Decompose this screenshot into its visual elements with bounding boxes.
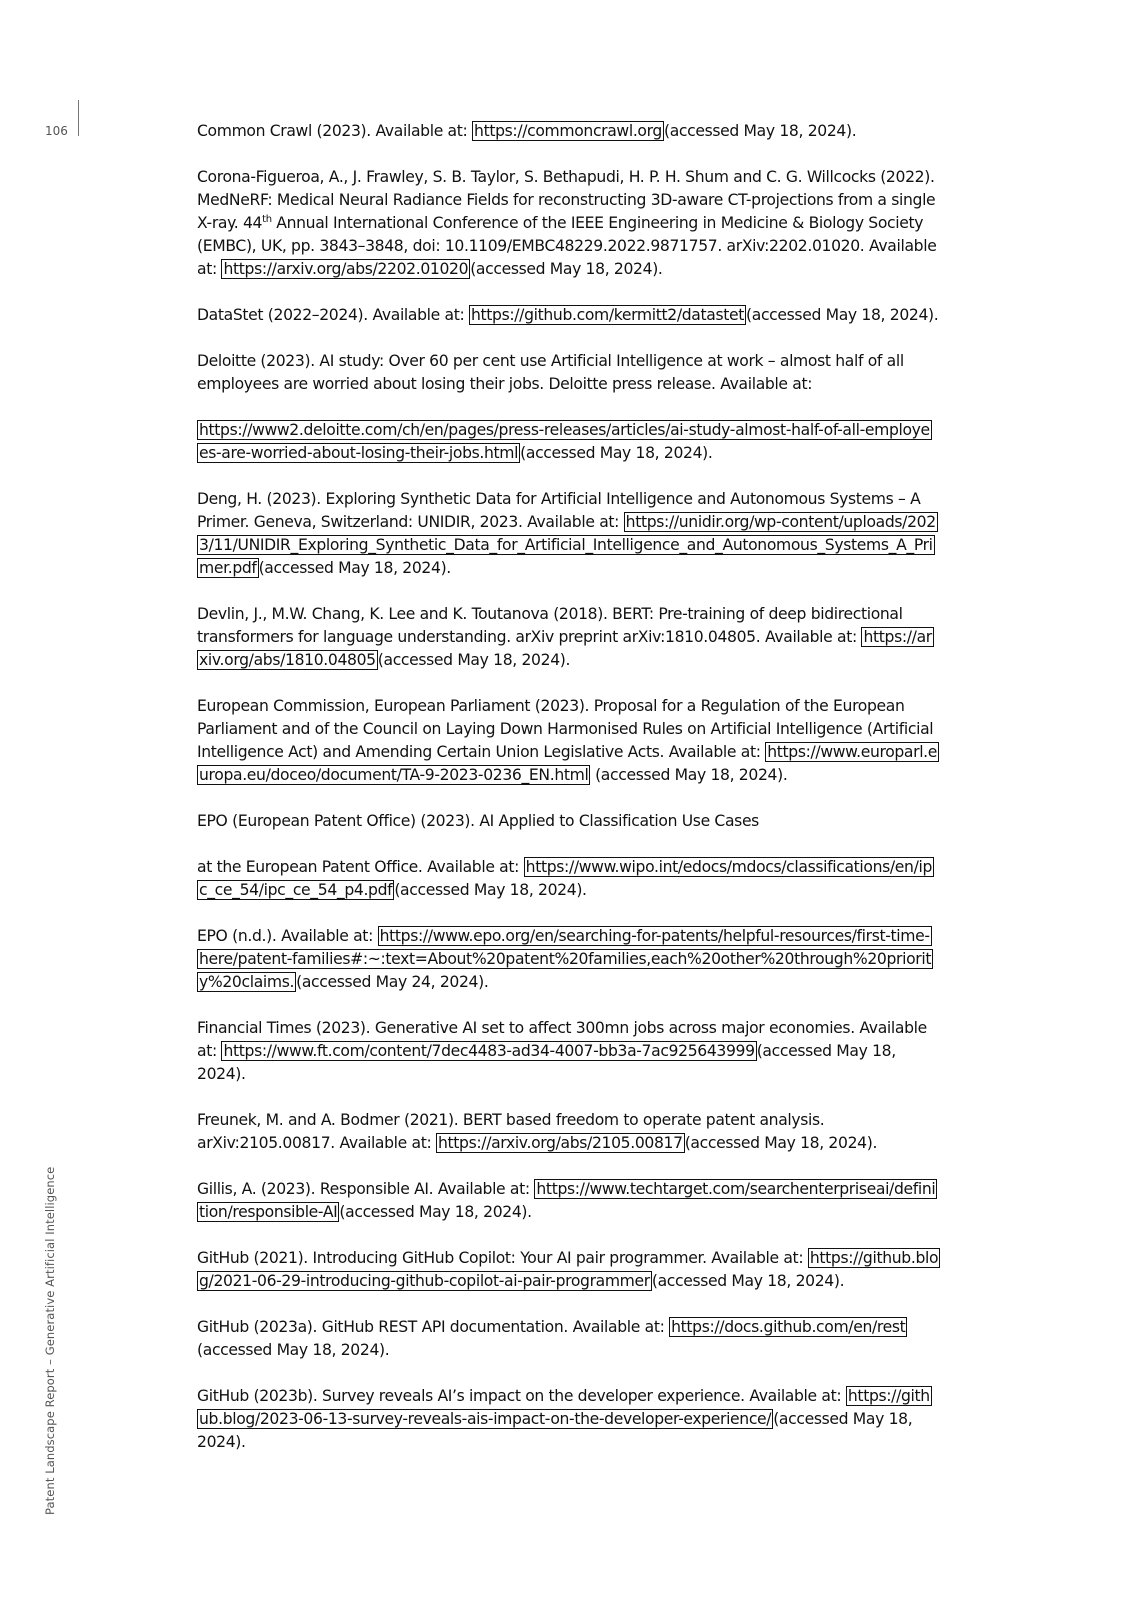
reference-entry — [197, 810, 939, 833]
reference-entry — [197, 925, 939, 994]
reference-accessed: (accessed May 18, 2024). — [377, 651, 571, 669]
reference-link[interactable]: https://www.techtarget.com/searchenterpriseai/definition/responsible-AI — [199, 1180, 936, 1221]
reference-accessed: (accessed May 18, 2024). — [590, 766, 788, 784]
reference-link[interactable]: https://docs.github.com/en/rest — [671, 1318, 906, 1336]
reference-accessed: (accessed May 18, 2024). — [470, 260, 663, 278]
reference-entry — [197, 488, 939, 580]
reference-accessed: (accessed May 18, 2024). — [258, 559, 451, 577]
reference-text: DataStet (2022–2024). Available at: — [197, 306, 469, 324]
reference-link[interactable]: https://github.com/kermitt2/datastet — [470, 306, 745, 324]
reference-list — [197, 120, 939, 1477]
reference-entry — [197, 603, 939, 672]
reference-link[interactable]: https://github.blog/2021-06-29-introducing-github-copilot-ai-pair-programmer — [199, 1249, 939, 1290]
reference-entry — [197, 1178, 939, 1224]
reference-accessed: (accessed May 18, 2024). — [339, 1203, 532, 1221]
reference-text: EPO (European Patent Office) (2023). AI Applied to Classification Use Cases — [197, 812, 759, 830]
running-footer-label: Patent Landscape Report – Generative Artificial Intelligence — [43, 1166, 57, 1515]
reference-link[interactable]: https://www.epo.org/en/searching-for-patents/helpful-resources/first-time-here/patent-families#:~:text=About%20patent%20families,each%20other%20through%20priority%20claims. — [199, 927, 932, 991]
reference-link[interactable]: https://arxiv.org/abs/2105.00817 — [438, 1134, 683, 1152]
reference-link[interactable]: https://github.blog/2023-06-13-survey-reveals-ais-impact-on-the-developer-experience/ — [199, 1387, 930, 1428]
reference-accessed: (accessed May 18, 2024). — [197, 1341, 390, 1359]
reference-text: EPO (n.d.). Available at: — [197, 927, 378, 945]
reference-link[interactable]: https://www2.deloitte.com/ch/en/pages/press-releases/articles/ai-study-almost-half-of-all-employees-are-worried-about-losing-their-jobs.html — [199, 421, 930, 462]
reference-entry — [197, 120, 939, 143]
reference-text: GitHub (2023a). GitHub REST API documentation. Available at: — [197, 1318, 670, 1336]
reference-link[interactable]: https://www.wipo.int/edocs/mdocs/classifications/en/ipc_ce_54/ipc_ce_54_p4.pdf — [199, 858, 933, 899]
page-number-divider — [78, 100, 79, 136]
reference-accessed: (accessed May 18, 2024). — [651, 1272, 845, 1290]
reference-text: Devlin, J., M.W. Chang, K. Lee and K. Toutanova (2018). BERT: Pre-training of deep bidirectional transformers for language understanding. arXiv preprint arXiv:1810.04805. Available at: — [197, 605, 903, 646]
reference-entry — [197, 695, 939, 787]
reference-accessed: (accessed May 18, 2024). — [394, 881, 587, 899]
reference-entry — [197, 1247, 939, 1293]
reference-text: Deng, H. (2023). Exploring Synthetic Data for Artificial Intelligence and Autonomous Systems – A Primer. Geneva, Switzerland: UNIDIR, 2023. Available at: — [197, 490, 921, 531]
reference-text: Freunek, M. and A. Bodmer (2021). BERT based freedom to operate patent analysis. arXiv:2105.00817. Available at: — [197, 1111, 825, 1152]
reference-accessed: (accessed May 18, 2024). — [520, 444, 713, 462]
reference-text: at the European Patent Office. Available at: — [197, 858, 524, 876]
reference-accessed: (accessed May 18, 2024). — [663, 122, 857, 140]
reference-text: Annual International Conference of the IEEE Engineering in Medicine & Biology Society (EMBC), UK, pp. 3843–3848, doi: 10.1109/EMBC48229.2022.9871757. arXiv:2202.01020. Available at: — [197, 214, 937, 278]
reference-entry — [197, 350, 939, 396]
reference-link[interactable]: https://www.ft.com/content/7dec4483-ad34-4007-bb3a-7ac925643999 — [223, 1042, 755, 1060]
reference-accessed: (accessed May 18, 2024). — [197, 1410, 913, 1451]
reference-entry — [197, 856, 939, 902]
reference-text: Common Crawl (2023). Available at: — [197, 122, 473, 140]
reference-accessed: (accessed May 18, 2024). — [746, 306, 939, 324]
page-number: 106 — [45, 124, 68, 138]
reference-link[interactable]: https://commoncrawl.org — [474, 122, 662, 140]
reference-accessed: (accessed May 24, 2024). — [296, 973, 489, 991]
reference-link[interactable]: https://unidir.org/wp-content/uploads/2023/11/UNIDIR_Exploring_Synthetic_Data_for_Artificial_Intelligence_and_Autonomous_Systems_A_Primer.pdf — [199, 513, 936, 577]
reference-text: Gillis, A. (2023). Responsible AI. Available at: — [197, 1180, 535, 1198]
reference-link[interactable]: https://www.europarl.europa.eu/doceo/document/TA-9-2023-0236_EN.html — [199, 743, 938, 784]
reference-entry — [197, 1017, 939, 1086]
reference-text: Deloitte (2023). AI study: Over 60 per cent use Artificial Intelligence at work – almost half of all employees are worried about losing their jobs. Deloitte press release. Available at: — [197, 352, 904, 393]
reference-link[interactable]: https://arxiv.org/abs/1810.04805 — [199, 628, 932, 669]
reference-entry — [197, 1109, 939, 1155]
reference-link[interactable]: https://arxiv.org/abs/2202.01020 — [223, 260, 469, 278]
reference-text: European Commission, European Parliament (2023). Proposal for a Regulation of the European Parliament and of the Council on Laying Down Harmonised Rules on Artificial Intelligence (Artificial Intelligence Act) and Amending Certain Union Legislative Acts. Available at: — [197, 697, 934, 761]
reference-entry — [197, 419, 939, 465]
reference-entry — [197, 1316, 939, 1362]
reference-text: GitHub (2021). Introducing GitHub Copilot: Your AI pair programmer. Available at: — [197, 1249, 808, 1267]
reference-accessed: (accessed May 18, 2024). — [197, 1042, 896, 1083]
reference-accessed: (accessed May 18, 2024). — [684, 1134, 878, 1152]
reference-text: Corona-Figueroa, A., J. Frawley, S. B. Taylor, S. Bethapudi, H. P. H. Shum and C. G. Willcocks (2022). MedNeRF: Medical Neural Radiance Fields for reconstructing 3D-aware CT-projections from a single X-ray. 44 — [197, 168, 936, 232]
reference-text: GitHub (2023b). Survey reveals AI’s impact on the developer experience. Available at: — [197, 1387, 846, 1405]
reference-superscript: th — [262, 213, 272, 225]
reference-text: Financial Times (2023). Generative AI set to affect 300mn jobs across major economies. Available at: — [197, 1019, 927, 1060]
reference-entry — [197, 166, 939, 281]
reference-entry — [197, 1385, 939, 1454]
reference-entry — [197, 304, 939, 327]
